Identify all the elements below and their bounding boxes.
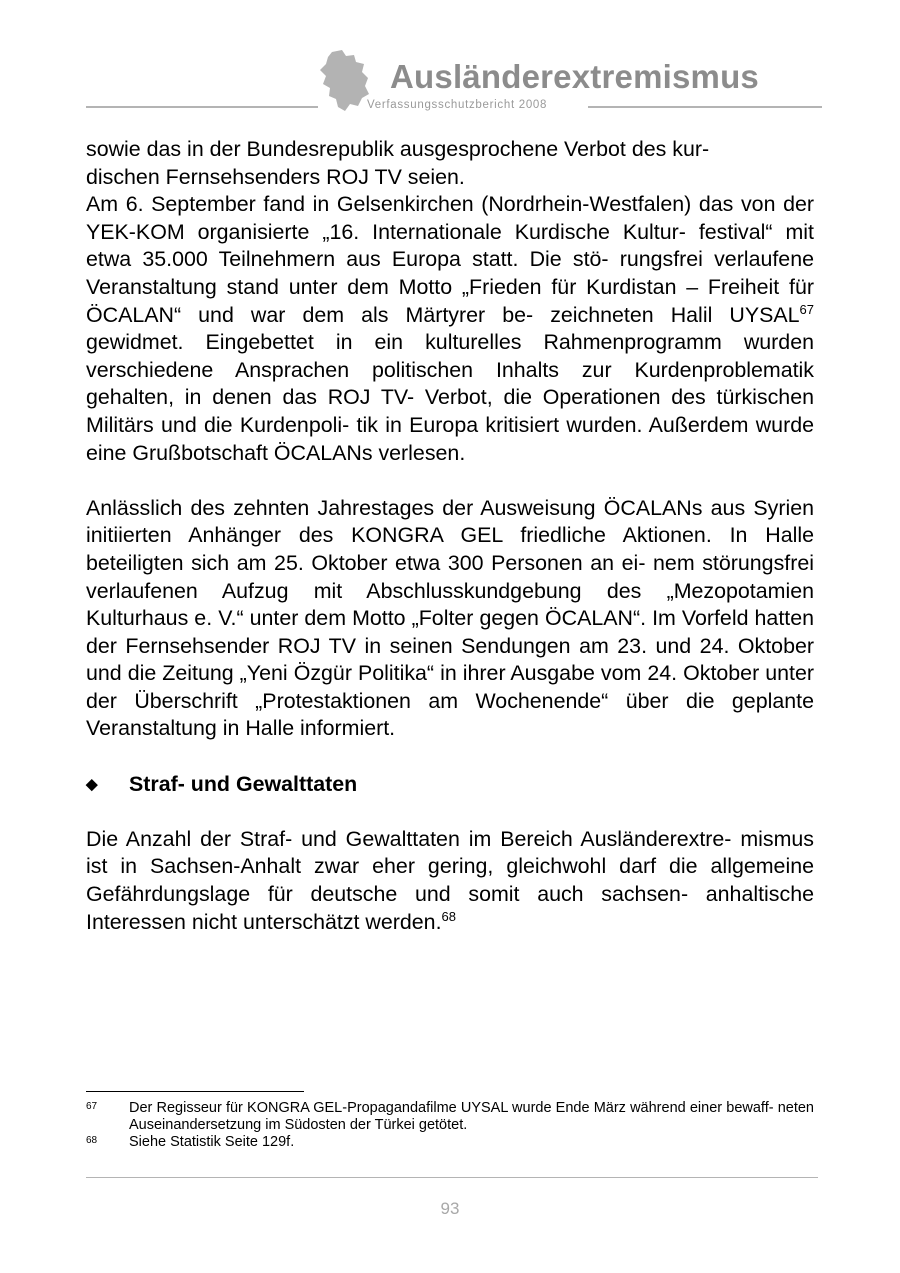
paragraph-4-text: Die Anzahl der Straf- und Gewalttaten im Bereich Ausländerextre- mismus ist in Sachsen-Anhalt zwar eher gering, gleichwohl darf die allgemeine Gefährdungslage für deutsche und somit auch sachsen- anhaltische Interessen nicht unterschätzt werden. (86, 826, 814, 934)
section-heading-text: Straf- und Gewalttaten (129, 771, 358, 796)
section-heading (86, 771, 814, 799)
footnote-text: Der Regisseur für KONGRA GEL-Propagandafilme UYSAL wurde Ende März während einer bewaff- neten Auseinandersetzung im Südosten der Türkei getötet. (129, 1100, 814, 1133)
header-rule-right (588, 106, 822, 108)
footnote-number: 67 (86, 1101, 98, 1112)
paragraph-1-line-1: sowie das in der Bundesrepublik ausgesprochene Verbot des kur- (86, 137, 710, 161)
paragraph-2 (86, 191, 814, 467)
footnote-ref-68: 68 (441, 908, 456, 924)
paragraph-4 (86, 826, 814, 936)
footnote-text: Siehe Statistik Seite 129f. (129, 1134, 295, 1150)
paragraph-2-text-b: gewidmet. Eingebettet in ein kulturelles Rahmenprogramm wurden verschiedene Ansprachen politischen Inhalts zur Kurdenproblematik gehalten, in denen das ROJ TV- Verbot, die Operationen des türkischen Militärs und die Kurdenpoli- tik in Europa kritisiert wurden. Außerdem wurde eine Grußbotschaft ÖCALANs verlesen. (86, 330, 814, 465)
footnote-number: 68 (86, 1135, 98, 1146)
footnote-67 (86, 1100, 814, 1134)
sachsen-anhalt-map-icon (318, 50, 370, 112)
header-title: Ausländerextremismus (390, 58, 759, 95)
footnote-separator (86, 1091, 304, 1092)
footnote-68 (86, 1134, 814, 1151)
footnotes (86, 1100, 814, 1151)
footer-rule (86, 1177, 818, 1178)
paragraph-1 (86, 136, 814, 191)
diamond-bullet-icon: ◆ (86, 775, 98, 793)
page-content (86, 136, 814, 936)
header-subtitle: Verfassungsschutzbericht 2008 (367, 99, 548, 111)
page-number: 93 (440, 1199, 460, 1218)
paragraph-3: Anlässlich des zehnten Jahrestages der Ausweisung ÖCALANs aus Syrien initiierten Anhänger des KONGRA GEL friedliche Aktionen. In Halle beteiligten sich am 25. Oktober etwa 300 Personen an ei- nem störungsfrei verlaufenen Aufzug mit Abschlusskundgebung des „Mezopotamien Kulturhaus e. V.“ unter dem Motto „Folter gegen ÖCALAN“. Im Vorfeld hatten der Fernsehsender ROJ TV in seinen Sendungen am 23. und 24. Oktober und die Zeitung „Yeni Özgür Politika“ in ihrer Ausgabe vom 24. Oktober unter der Überschrift „Protestaktionen am Wochenende“ über die geplante Veranstaltung in Halle informiert. (86, 495, 814, 741)
header-rule-left (86, 106, 318, 108)
paragraph-2-text-a: Am 6. September fand in Gelsenkirchen (Nordrhein-Westfalen) das von der YEK-KOM organisierte „16. Internationale Kurdische Kultur- festival“ mit etwa 35.000 Teilnehmern aus Europa statt. Die stö- rungsfrei verlaufene Veranstaltung stand unter dem Motto „Frieden für Kurdistan – Freiheit für ÖCALAN“ und war dem als Märtyrer be- zeichneten Halil UYSAL (86, 192, 814, 327)
footnote-ref-67: 67 (799, 301, 814, 317)
paragraph-1-line-2: dischen Fernsehsenders ROJ TV seien. (86, 164, 465, 189)
